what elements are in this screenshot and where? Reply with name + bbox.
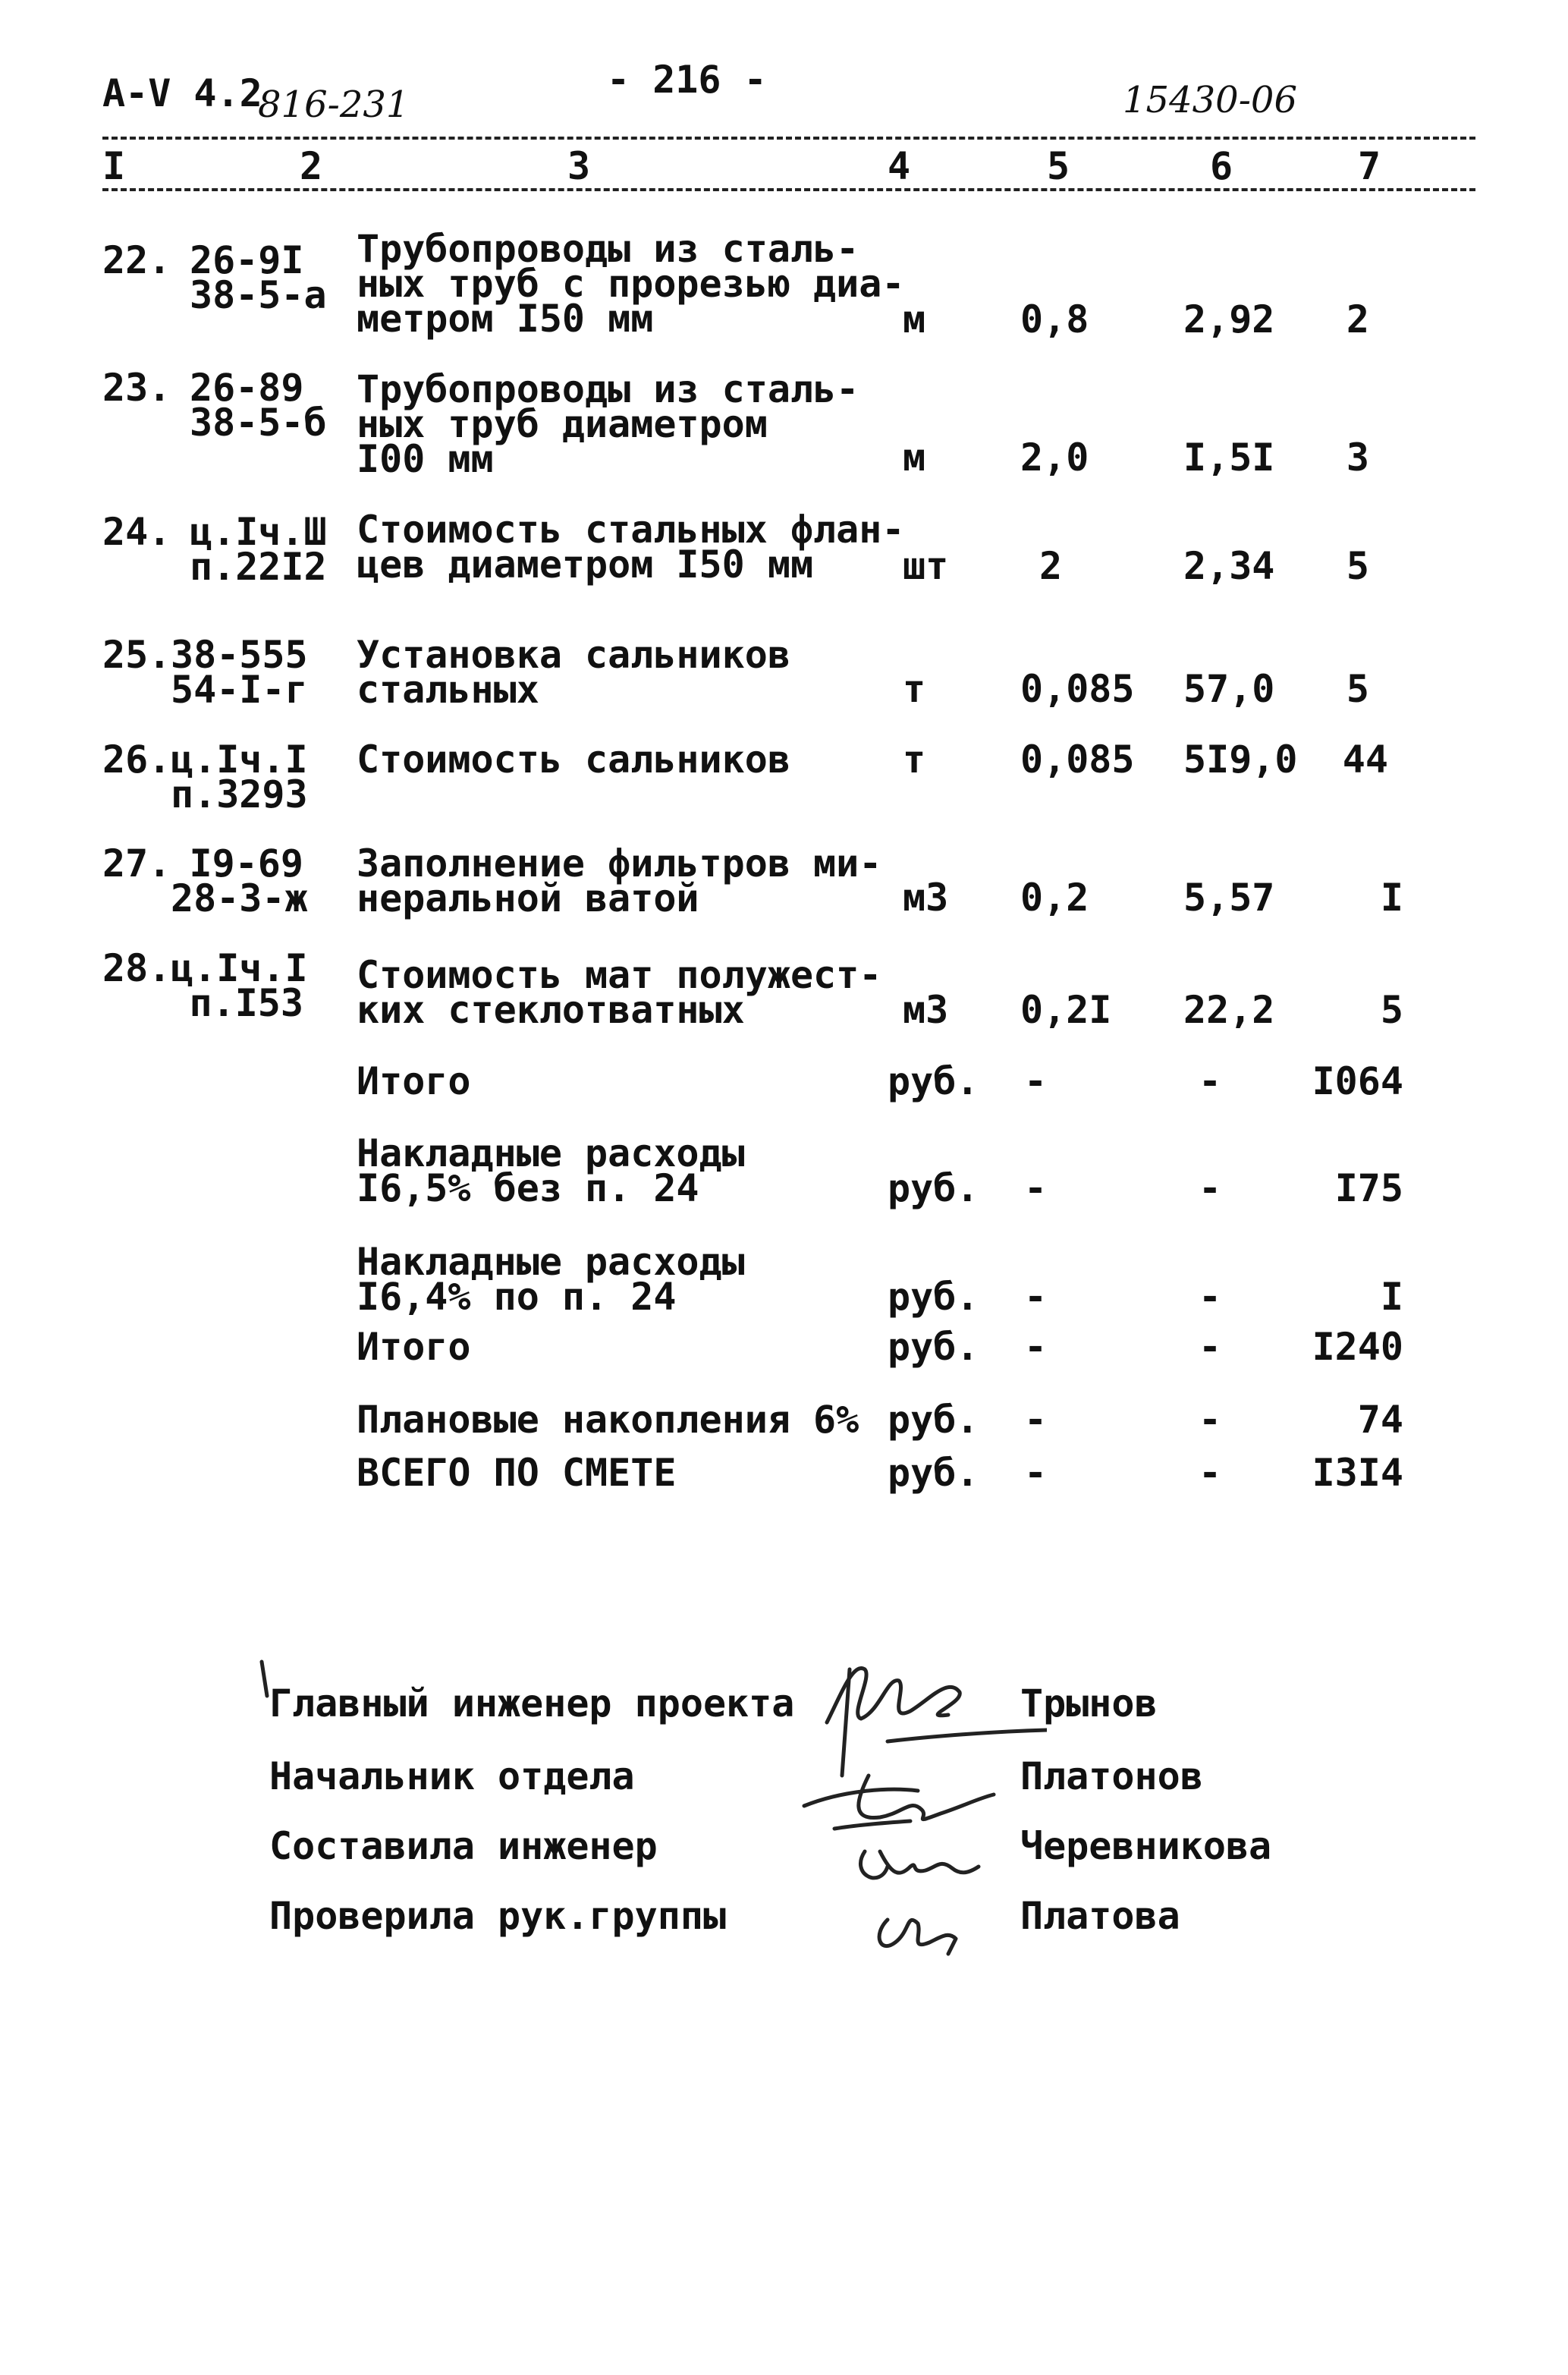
- summary-qty: -: [1024, 1451, 1048, 1495]
- row-qty: 2,0: [1020, 436, 1089, 480]
- header-rule-top: [102, 137, 1475, 140]
- row-name: Трубопроводы из сталь- ных труб с прорезью диа- метром I50 мм: [357, 227, 905, 341]
- row-code: ц.Iч.I п.I53: [171, 946, 308, 1025]
- summary-price: -: [1199, 1451, 1222, 1495]
- row-qty: 0,2: [1020, 876, 1089, 920]
- row-code: 38-555 54-I-г: [171, 633, 308, 712]
- summary-unit: руб.: [888, 1166, 979, 1210]
- row-code: 26-89 38-5-б: [190, 366, 327, 445]
- signature-role: Начальник отдела: [269, 1754, 635, 1798]
- row-qty: 0,2I: [1020, 988, 1112, 1032]
- signature-mark: [250, 1658, 281, 1703]
- row-unit: м: [903, 297, 926, 341]
- summary-unit: руб.: [888, 1398, 979, 1442]
- summary-total: I75: [1334, 1166, 1403, 1210]
- summary-unit: руб.: [888, 1451, 979, 1495]
- row-unit: м3: [903, 988, 949, 1032]
- summary-price: -: [1199, 1275, 1222, 1319]
- summary-label: Накладные расходы I6,4% по п. 24: [357, 1240, 745, 1319]
- row-qty: 0,8: [1020, 297, 1089, 341]
- signature-name: Трынов: [1020, 1681, 1158, 1725]
- row-total: 5: [1346, 667, 1369, 711]
- summary-total: I064: [1312, 1059, 1403, 1103]
- row-number: 26.: [102, 738, 171, 782]
- doc-code: А-V 4.2: [102, 71, 262, 115]
- summary-qty: -: [1024, 1325, 1048, 1369]
- summary-price: -: [1199, 1059, 1222, 1103]
- summary-unit: руб.: [888, 1059, 979, 1103]
- row-total: 5: [1346, 544, 1369, 588]
- summary-label: Плановые накопления 6%: [357, 1398, 859, 1442]
- summary-total: I3I4: [1312, 1451, 1403, 1495]
- row-number: 24.: [102, 510, 171, 554]
- summary-qty: -: [1024, 1398, 1048, 1442]
- doc-number-right: 15430-06: [1123, 79, 1297, 121]
- row-name: Стоимость мат полужест- ких стеклотватных: [357, 953, 882, 1032]
- row-code: I9-69 28-3-ж: [171, 841, 308, 920]
- header-rule-bottom: [102, 188, 1475, 191]
- doc-number-handwritten: 816-231: [258, 83, 410, 126]
- page-number: - 216 -: [607, 58, 767, 102]
- summary-total: I: [1380, 1275, 1403, 1319]
- row-unit: м: [903, 436, 926, 480]
- row-total: I: [1380, 876, 1403, 920]
- summary-qty: -: [1024, 1166, 1048, 1210]
- row-price: 57,0: [1183, 667, 1275, 711]
- row-name: Установка сальников стальных: [357, 633, 790, 712]
- col-header-3: 3: [567, 144, 591, 188]
- signature-role: Главный инженер проекта: [269, 1681, 795, 1725]
- row-name: Трубопроводы из сталь- ных труб диаметром I00 мм: [357, 367, 859, 481]
- row-unit: м3: [903, 876, 949, 920]
- summary-label: Накладные расходы I6,5% без п. 24: [357, 1131, 745, 1210]
- summary-price: -: [1199, 1398, 1222, 1442]
- row-total: 5: [1380, 988, 1403, 1032]
- handwritten-signatures: [797, 1647, 1047, 1965]
- row-number: 27.: [102, 841, 171, 886]
- row-total: 2: [1346, 297, 1369, 341]
- signature-name: Платова: [1020, 1894, 1180, 1938]
- row-qty: 2: [1039, 544, 1063, 588]
- summary-qty: -: [1024, 1275, 1048, 1319]
- col-header-1: I: [102, 144, 126, 188]
- row-price: 5,57: [1183, 876, 1275, 920]
- row-price: 2,34: [1183, 544, 1275, 588]
- summary-label: ВСЕГО ПО СМЕТЕ: [357, 1451, 677, 1495]
- row-code: ц.Iч.Ш п.22I2: [190, 510, 327, 589]
- row-code: 26-9I 38-5-а: [190, 238, 327, 317]
- row-number: 28.: [102, 946, 171, 990]
- row-qty: 0,085: [1020, 667, 1135, 711]
- row-number: 23.: [102, 366, 171, 410]
- summary-unit: руб.: [888, 1275, 979, 1319]
- summary-label: Итого: [357, 1059, 471, 1103]
- row-price: 22,2: [1183, 988, 1275, 1032]
- col-header-4: 4: [888, 144, 911, 188]
- summary-price: -: [1199, 1166, 1222, 1210]
- row-name: Стоимость стальных флан- цев диаметром I50 мм: [357, 508, 905, 587]
- summary-qty: -: [1024, 1059, 1048, 1103]
- col-header-5: 5: [1047, 144, 1070, 188]
- col-header-6: 6: [1210, 144, 1233, 188]
- row-total: 3: [1346, 436, 1369, 480]
- signature-name: Черевникова: [1020, 1824, 1272, 1868]
- summary-total: 74: [1357, 1398, 1403, 1442]
- row-price: 2,92: [1183, 297, 1275, 341]
- col-header-7: 7: [1358, 144, 1381, 188]
- summary-label: Итого: [357, 1325, 471, 1369]
- row-name: Заполнение фильтров ми- неральной ватой: [357, 841, 882, 920]
- summary-unit: руб.: [888, 1325, 979, 1369]
- row-qty: 0,085: [1020, 738, 1135, 782]
- row-unit: т: [903, 667, 926, 711]
- row-price: 5I9,0: [1183, 738, 1298, 782]
- summary-price: -: [1199, 1325, 1222, 1369]
- row-code: ц.Iч.I п.3293: [171, 738, 308, 816]
- row-price: I,5I: [1183, 436, 1275, 480]
- signature-role: Составила инженер: [269, 1824, 658, 1868]
- signature-name: Платонов: [1020, 1754, 1203, 1798]
- col-header-2: 2: [300, 144, 323, 188]
- row-number: 25.: [102, 633, 171, 677]
- row-name: Стоимость сальников: [357, 738, 790, 782]
- signature-role: Проверила рук.группы: [269, 1894, 727, 1938]
- summary-total: I240: [1312, 1325, 1403, 1369]
- row-total: 44: [1342, 738, 1388, 782]
- row-unit: т: [903, 738, 926, 782]
- row-unit: шт: [903, 544, 949, 588]
- row-number: 22.: [102, 238, 171, 282]
